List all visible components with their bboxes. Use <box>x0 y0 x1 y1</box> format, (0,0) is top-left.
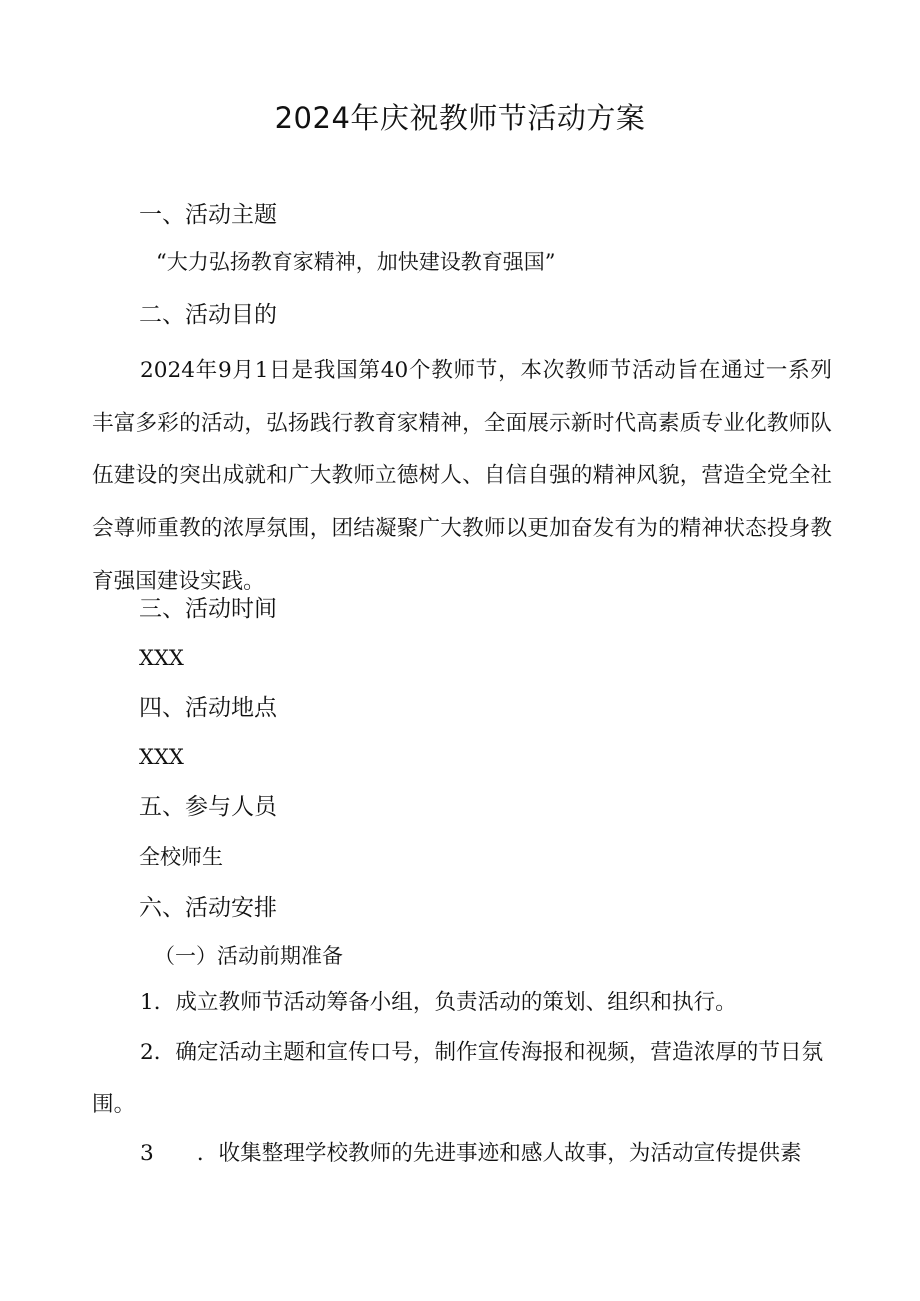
arrangement-item-1: 1．成立教师节活动筹备小组，负责活动的策划、组织和执行。 <box>140 990 737 1015</box>
time-text: XXX <box>139 646 184 670</box>
theme-text: “大力弘扬教育家精神，加快建设教育强国” <box>156 250 556 274</box>
purpose-paragraph: 2024年9月1日是我国第40个教师节，本次教师节活动旨在通过一系列丰富多彩的活动，弘扬践行教育家精神，全面展示新时代高素质专业化教师队伍建设的突出成就和广大教师立德树人、自信自强的精神风貌，营造全党全社会尊师重教的浓厚氛围，团结凝聚广大教师以更加奋发有为的精神状态投身教育强国建设实践。 <box>92 358 832 594</box>
place-text: XXX <box>139 745 184 769</box>
arrangement-subheading: （一）活动前期准备 <box>154 944 343 968</box>
arrangement-item-2: 2．确定活动主题和宣传口号，制作宣传海报和视频，营造浓厚的节日氛围。 <box>92 1040 824 1117</box>
arrangement-item-3: 3 ．收集整理学校教师的先进事迹和感人故事，为活动宣传提供素 <box>140 1141 802 1166</box>
section-heading-participants: 五、参与人员 <box>139 794 277 820</box>
section-heading-theme: 一、活动主题 <box>139 202 277 228</box>
section-heading-purpose: 二、活动目的 <box>139 302 277 328</box>
section-heading-place: 四、活动地点 <box>139 695 277 721</box>
section-heading-arrangement: 六、活动安排 <box>139 895 277 921</box>
section-heading-time: 三、活动时间 <box>139 596 277 622</box>
participants-text: 全校师生 <box>139 845 223 869</box>
document-title: 2024年庆祝教师节活动方案 <box>274 101 646 135</box>
